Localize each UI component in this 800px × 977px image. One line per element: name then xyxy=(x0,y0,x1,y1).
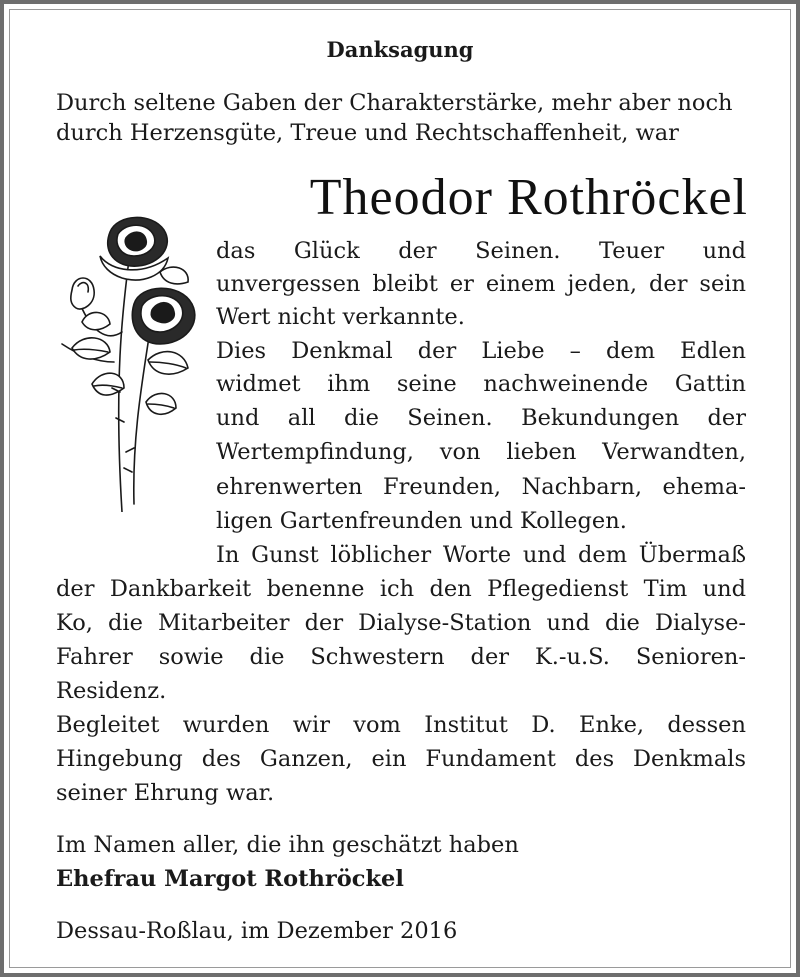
body-line-12: Ko, die Mitarbeiter der Dialyse-Station und die Dialyse- xyxy=(56,610,746,636)
body-line-9: ligen Gartenfreunden und Kollegen. xyxy=(216,508,627,534)
body-line-14: Residenz. xyxy=(56,678,167,704)
body-line-10: In Gunst löblicher Worte und dem Übermaß xyxy=(216,542,746,568)
rose-illustration-icon xyxy=(52,212,210,512)
deceased-name: Theodor Rothröckel xyxy=(309,169,748,226)
body-line-5: widmet ihm seine nachweinende Gattin xyxy=(216,371,746,397)
body-line-13: Fahrer sowie die Schwestern der K.-u.S. Senioren- xyxy=(56,644,746,670)
body-line-17: seiner Ehrung war. xyxy=(56,780,275,806)
body-line-6: und all die Seinen. Bekundungen der xyxy=(216,405,746,431)
body-line-7: Wertempfindung, von lieben Verwandten, xyxy=(216,439,746,465)
place-date: Dessau-Roßlau, im Dezember 2016 xyxy=(56,918,458,944)
body-line-2: unvergessen bleibt er einem jeden, der sein xyxy=(216,271,746,297)
notice-heading: Danksagung xyxy=(326,37,474,62)
intro-line-2: durch Herzensgüte, Treue und Rechtschaffenheit, war xyxy=(56,120,679,146)
body-line-15: Begleitet wurden wir vom Institut D. Enke, dessen xyxy=(56,712,746,738)
signature: Ehefrau Margot Rothröckel xyxy=(56,866,404,892)
body-line-3: Wert nicht verkannte. xyxy=(216,304,465,330)
closing-text: Im Namen aller, die ihn geschätzt haben xyxy=(56,832,519,858)
body-line-11: der Dankbarkeit benenne ich den Pflegedienst Tim und xyxy=(56,576,746,602)
body-line-8: ehrenwerten Freunden, Nachbarn, ehema- xyxy=(216,474,746,500)
intro-line-1: Durch seltene Gaben der Charakterstärke, mehr aber noch xyxy=(56,90,733,116)
body-line-4: Dies Denkmal der Liebe – dem Edlen xyxy=(216,338,746,364)
body-line-1: das Glück der Seinen. Teuer und xyxy=(216,238,746,264)
body-line-16: Hingebung des Ganzen, ein Fundament des Denkmals xyxy=(56,746,746,772)
